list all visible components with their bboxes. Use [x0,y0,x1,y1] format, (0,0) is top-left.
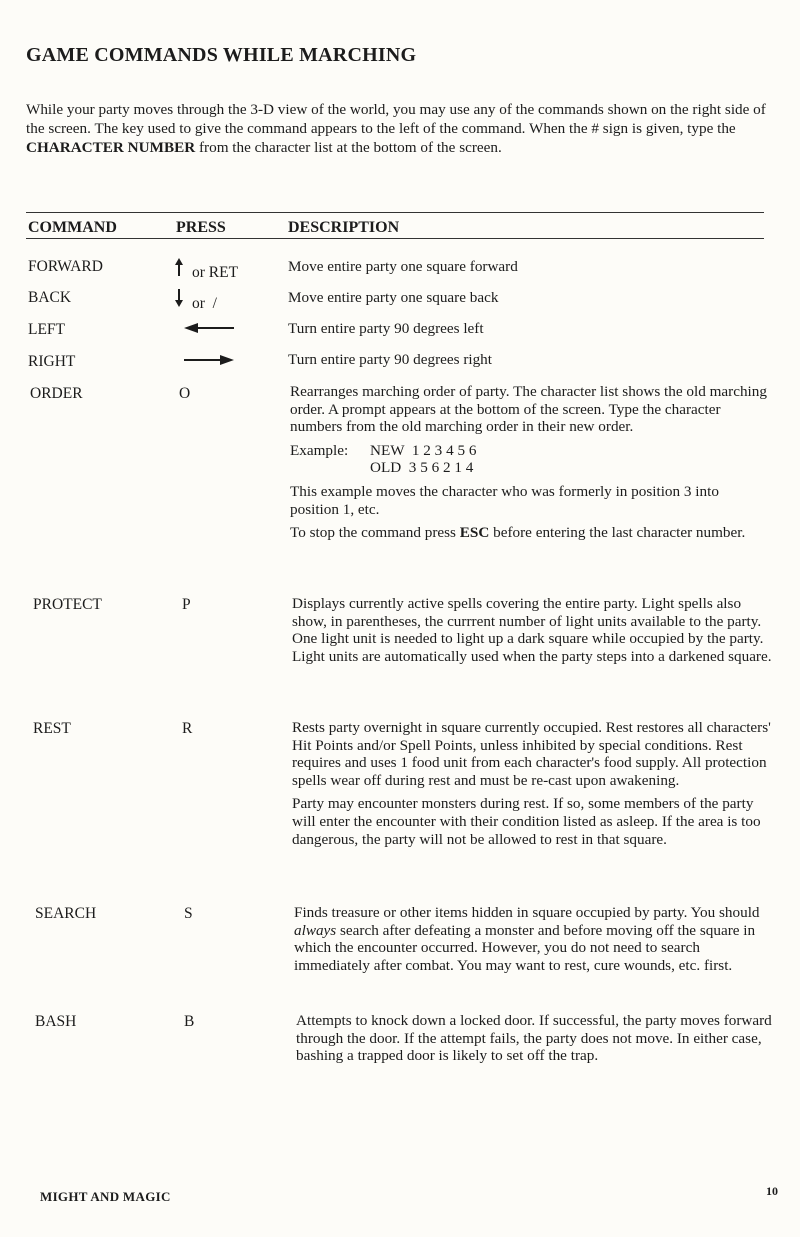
header-press: PRESS [176,219,226,236]
key-rest: R [182,720,193,737]
intro-paragraph [26,100,766,157]
desc-right: Turn entire party 90 degrees right [288,351,493,368]
table-header-rule [26,238,764,239]
desc-search-pre: Finds treasure or other items hidden in square occupied by party. You should [294,904,760,921]
page-number: 10 [766,1184,778,1198]
key-protect: P [182,596,191,613]
desc-order [290,383,770,548]
left-arrow-icon [184,321,234,339]
desc-order-p3 [290,524,770,542]
header-command: COMMAND [28,219,117,236]
key-forward-label: or RET [192,264,239,281]
example-new: NEW 1 2 3 4 5 6 [370,441,477,459]
order-example [290,442,770,477]
desc-rest-p1: Rests party overnight in square currently occupied. Rest restores all characters' Hit Points and/or Spell Points, unless inhibited by special conditions. Rest requires and uses 1 food unit from each character's food supply. All protection spells wear off during rest and must be re-cast upon awakening. [292,719,771,789]
desc-rest-p2: Party may encounter monsters during rest. If so, some members of the party will enter the encounter with their condition listed as asleep. If the area is too dangerous, the party will not be allowed to rest in that square. [292,795,761,848]
example-old: OLD 3 5 6 2 1 4 [370,459,474,477]
desc-search-em: always [294,921,337,939]
command-order: ORDER [30,385,83,402]
key-forward [174,257,238,282]
command-right: RIGHT [28,353,76,370]
esc-pre: To stop the command press [290,524,460,542]
desc-search [294,904,774,974]
key-bash: B [184,1013,195,1030]
command-bash: BASH [35,1013,77,1030]
table-top-rule [26,212,764,213]
desc-rest [292,719,772,854]
right-arrow-icon [184,353,234,371]
desc-bash: Attempts to knock down a locked door. If successful, the party moves forward through the door. If the attempt fails, the party does not move. In either case, bashing a trapped door is likely to set off the trap. [296,1012,772,1065]
intro-bold: CHARACTER NUMBER [26,139,196,156]
key-back [174,288,217,313]
command-back: BACK [28,289,72,306]
key-order: O [179,385,191,402]
command-rest: REST [33,720,71,737]
desc-order-p1: Rearranges marching order of party. The character list shows the old marching order. A prompt appears at the bottom of the screen. Type the character numbers from the old marching order in their new order. [290,383,767,436]
desc-left: Turn entire party 90 degrees left [288,320,484,337]
desc-back: Move entire party one square back [288,289,499,306]
desc-search-post: search after defeating a monster and before moving off the square in which the encounter occurred. However, you do not need to search immediately after combat. You may want to rest, cure wounds, etc. first. [294,921,756,974]
command-left: LEFT [28,321,66,338]
desc-order-p2: This example moves the character who was formerly in position 3 into position 1, etc. [290,482,719,518]
key-left [184,321,234,339]
command-forward: FORWARD [28,258,103,275]
esc-key: ESC [459,524,490,542]
footer-title: MIGHT AND MAGIC [40,1189,171,1204]
key-search: S [184,905,193,922]
intro-text-2: from the character list at the bottom of the screen. [195,139,502,156]
esc-post: before entering the last character number. [489,524,746,542]
command-search: SEARCH [35,905,97,922]
command-protect: PROTECT [33,596,102,613]
down-arrow-icon [174,288,192,313]
up-arrow-icon [174,257,192,282]
desc-protect: Displays currently active spells covering the entire party. Light spells also show, in parentheses, the currrent number of light units available to the party. One light unit is needed to light up a dark square while occupied by the party. Light units are automatically used when the party steps into a darkened square. [292,595,772,665]
key-back-label: or / [192,295,217,312]
example-label: Example: [290,441,349,459]
desc-forward: Move entire party one square forward [288,258,518,275]
key-right [184,353,234,371]
header-description: DESCRIPTION [288,219,400,236]
intro-text-1: While your party moves through the 3-D view of the world, you may use any of the commands shown on the right side of the screen. The key used to give the command appears to the left of the command. When the # sign is given, type the [26,101,766,137]
page-title: GAME COMMANDS WHILE MARCHING [26,44,417,66]
